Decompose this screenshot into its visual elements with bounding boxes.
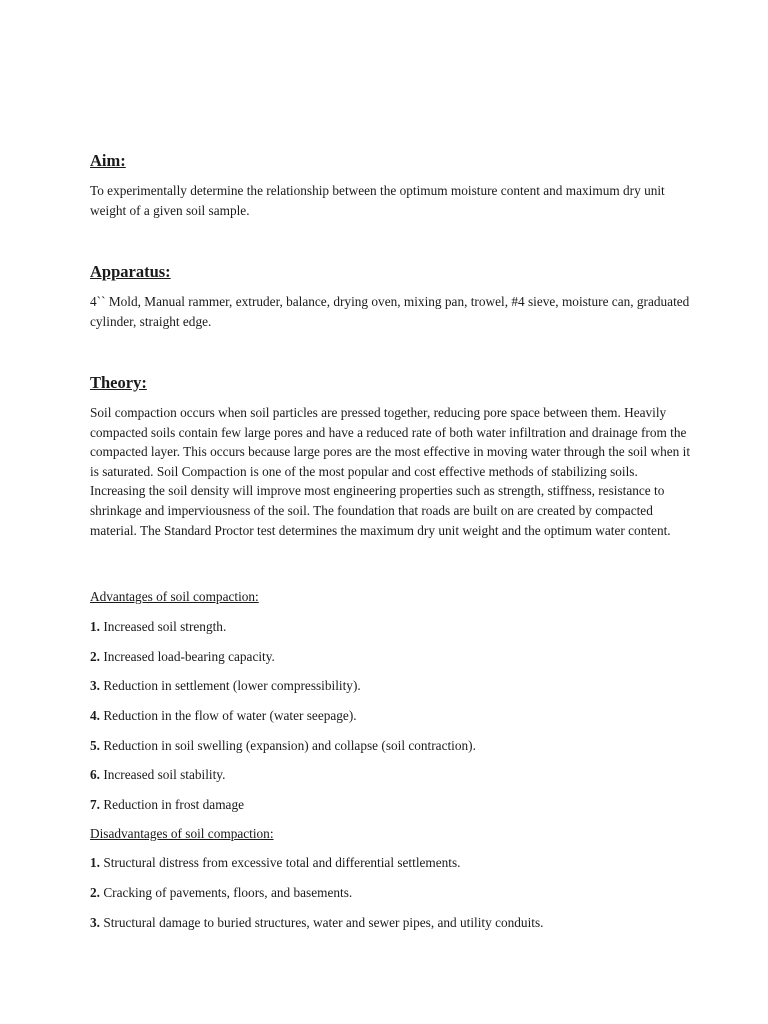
advantage-item-2: 2. Increased load-bearing capacity. [90, 649, 275, 664]
disadvantage-item-3: 3. Structural damage to buried structures, water and sewer pipes, and utility conduits. [90, 915, 544, 930]
advantage-item-4: 4. Reduction in the flow of water (water seepage). [90, 708, 357, 723]
theory-text: Soil compaction occurs when soil particles are pressed together, reducing pore space between them. Heavily compacted soils contain few large pores and have a reduced rate of both water infiltration and drainage from the compacted layer. This occurs because large pores are the most effective in moving water through the soil when it is saturated. Soil Compaction is one of the most popular and cost effective methods of stabilizing soils. Increasing the soil density will improve most engineering properties such as strength, stiffness, resistance to shrinkage and imperviousness of the soil. The foundation that roads are built on are created by compacted material. The Standard Proctor test determines the maximum dry unit weight and the optimum water content. [90, 405, 691, 538]
advantage-item-5: 5. Reduction in soil swelling (expansion) and collapse (soil contraction). [90, 738, 476, 753]
advantage-item-6: 6. Increased soil stability. [90, 767, 226, 782]
advantage-item-3: 3. Reduction in settlement (lower compressibility). [90, 678, 361, 693]
aim-heading: Aim: [90, 151, 126, 170]
disadvantage-item-2: 2. Cracking of pavements, floors, and basements. [90, 885, 353, 900]
advantages-title: Advantages of soil compaction: [90, 589, 259, 604]
disadvantage-item-1: 1. Structural distress from excessive total and differential settlements. [90, 855, 461, 870]
theory-heading: Theory: [90, 373, 147, 392]
advantage-item-7: 7. Reduction in frost damage [90, 797, 245, 812]
advantage-item-1: 1. Increased soil strength. [90, 619, 227, 634]
apparatus-text: 4`` Mold, Manual rammer, extruder, balance, drying oven, mixing pan, trowel, #4 sieve, moisture can, graduated cylinder, straight edge. [90, 294, 690, 329]
aim-text: To experimentally determine the relationship between the optimum moisture content and maximum dry unit weight of a given soil sample. [90, 183, 665, 218]
apparatus-heading: Apparatus: [90, 262, 171, 281]
disadvantages-title: Disadvantages of soil compaction: [90, 826, 274, 841]
